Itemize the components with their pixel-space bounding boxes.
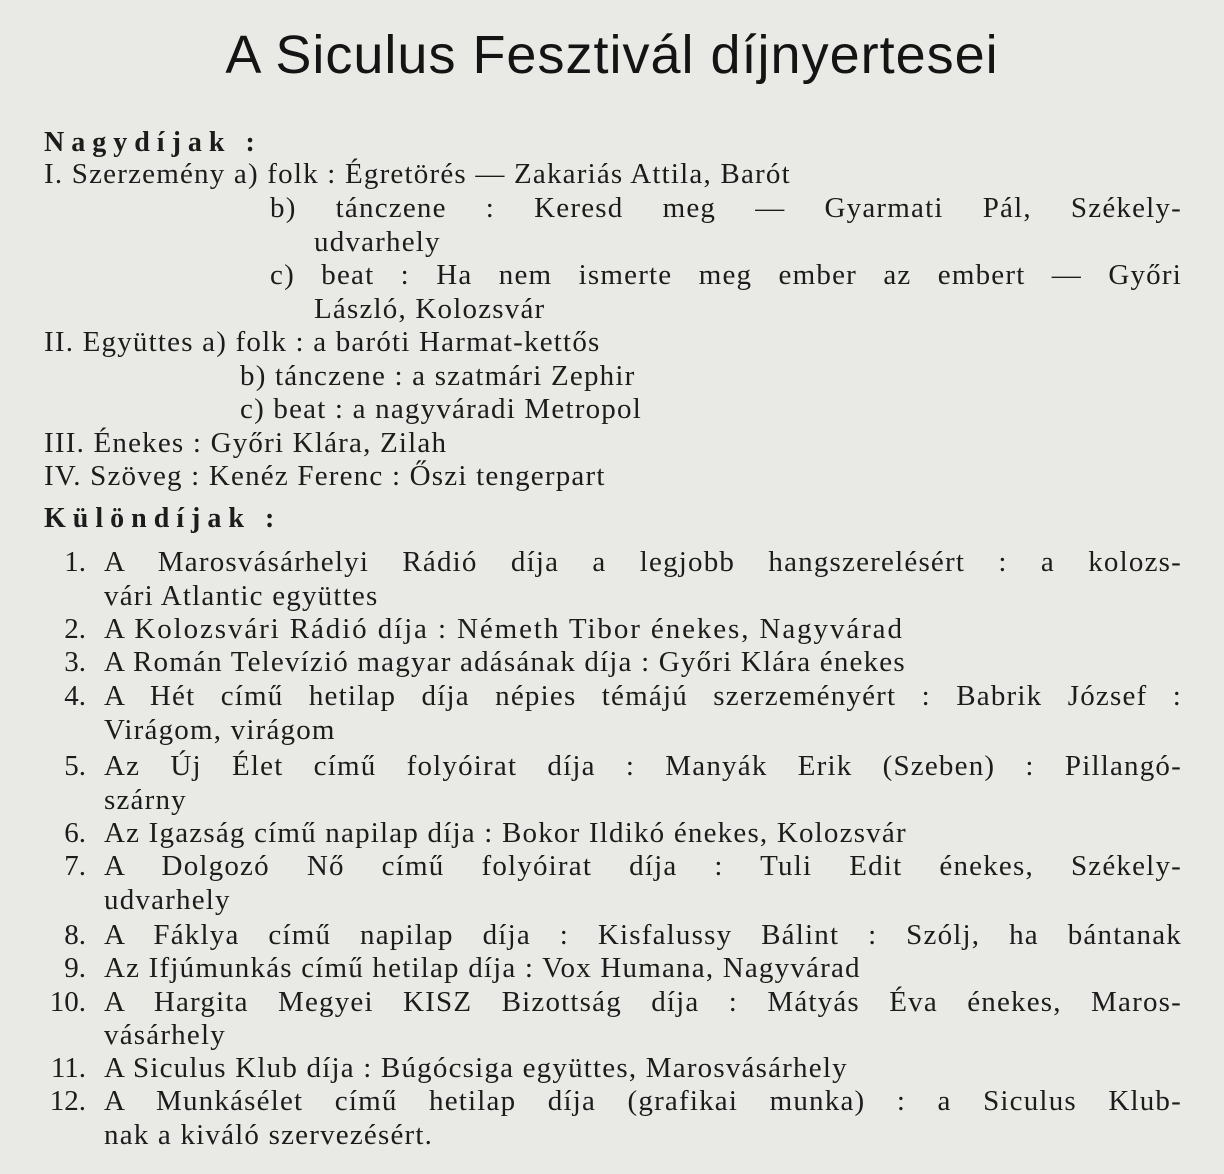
special-prize-line: Virágom, virágom [104, 714, 336, 746]
page-title: A Siculus Fesztivál díjnyertesei [225, 25, 999, 85]
item-number: 3. [64, 646, 86, 678]
special-prize-line: szárny [104, 784, 187, 816]
special-prize-line: A Kolozsvári Rádió díja : Németh Tibor énekes, Nagyvárad [104, 613, 904, 645]
grand-prize-line: I. Szerzemény a) folk : Égretörés — Zakariás Attila, Barót [44, 158, 791, 190]
special-prize-line: A Hargita Megyei KISZ Bizottság díja : Mátyás Éva énekes, Maros- [104, 986, 1182, 1018]
item-number: 6. [64, 817, 86, 849]
special-prize-line: A Marosvásárhelyi Rádió díja a legjobb hangszerelésért : a kolozs- [104, 546, 1182, 578]
special-prize-line: Az Igazság című napilap díja : Bokor Ildikó énekes, Kolozsvár [104, 817, 907, 849]
item-number: 8. [64, 919, 86, 951]
section-heading-nagydijak: Nagydíjak : [44, 127, 262, 158]
grand-prize-line: udvarhely [314, 226, 441, 258]
item-number: 12. [49, 1085, 86, 1117]
special-prize-line: A Román Televízió magyar adásának díja : Győri Klára énekes [104, 646, 906, 678]
grand-prize-line: László, Kolozsvár [314, 293, 546, 325]
item-number: 1. [64, 546, 86, 578]
section-heading-kulondijak: Különdíjak : [44, 503, 282, 534]
item-number: 7. [64, 850, 86, 882]
item-number: 4. [64, 680, 86, 712]
item-number: 10. [49, 986, 86, 1018]
item-number: 5. [64, 750, 86, 782]
item-number: 2. [64, 613, 86, 645]
grand-prize-line: b) tánczene : Keresd meg — Gyarmati Pál, Székely- [270, 192, 1182, 224]
special-prize-line: nak a kiváló szervezésért. [104, 1119, 434, 1151]
special-prize-line: vári Atlantic együttes [104, 580, 379, 612]
special-prize-line: Az Új Élet című folyóirat díja : Manyák Erik (Szeben) : Pillangó- [104, 750, 1182, 782]
special-prize-line: A Siculus Klub díja : Búgócsiga együttes, Marosvásárhely [104, 1052, 848, 1084]
special-prize-line: vásárhely [104, 1019, 226, 1051]
special-prize-line: A Fáklya című napilap díja : Kisfalussy Bálint : Szólj, ha bántanak [104, 919, 1182, 951]
grand-prize-line: b) tánczene : a szatmári Zephir [240, 360, 636, 392]
grand-prize-line: II. Együttes a) folk : a baróti Harmat-kettős [44, 326, 601, 358]
grand-prize-line: IV. Szöveg : Kenéz Ferenc : Őszi tengerpart [44, 460, 606, 492]
grand-prize-line: c) beat : Ha nem ismerte meg ember az embert — Győri [270, 259, 1182, 291]
special-prize-line: Az Ifjúmunkás című hetilap díja : Vox Humana, Nagyvárad [104, 952, 861, 984]
grand-prize-line: c) beat : a nagyváradi Metropol [240, 393, 642, 425]
special-prize-line: A Hét című hetilap díja népies témájú szerzeményért : Babrik József : [104, 680, 1182, 712]
special-prize-line: A Dolgozó Nő című folyóirat díja : Tuli Edit énekes, Székely- [104, 850, 1182, 882]
special-prize-line: A Munkásélet című hetilap díja (grafikai munka) : a Siculus Klub- [104, 1085, 1182, 1117]
item-number: 11. [50, 1052, 86, 1084]
item-number: 9. [64, 952, 86, 984]
special-prize-line: udvarhely [104, 884, 231, 916]
grand-prize-line: III. Énekes : Győri Klára, Zilah [44, 427, 448, 459]
